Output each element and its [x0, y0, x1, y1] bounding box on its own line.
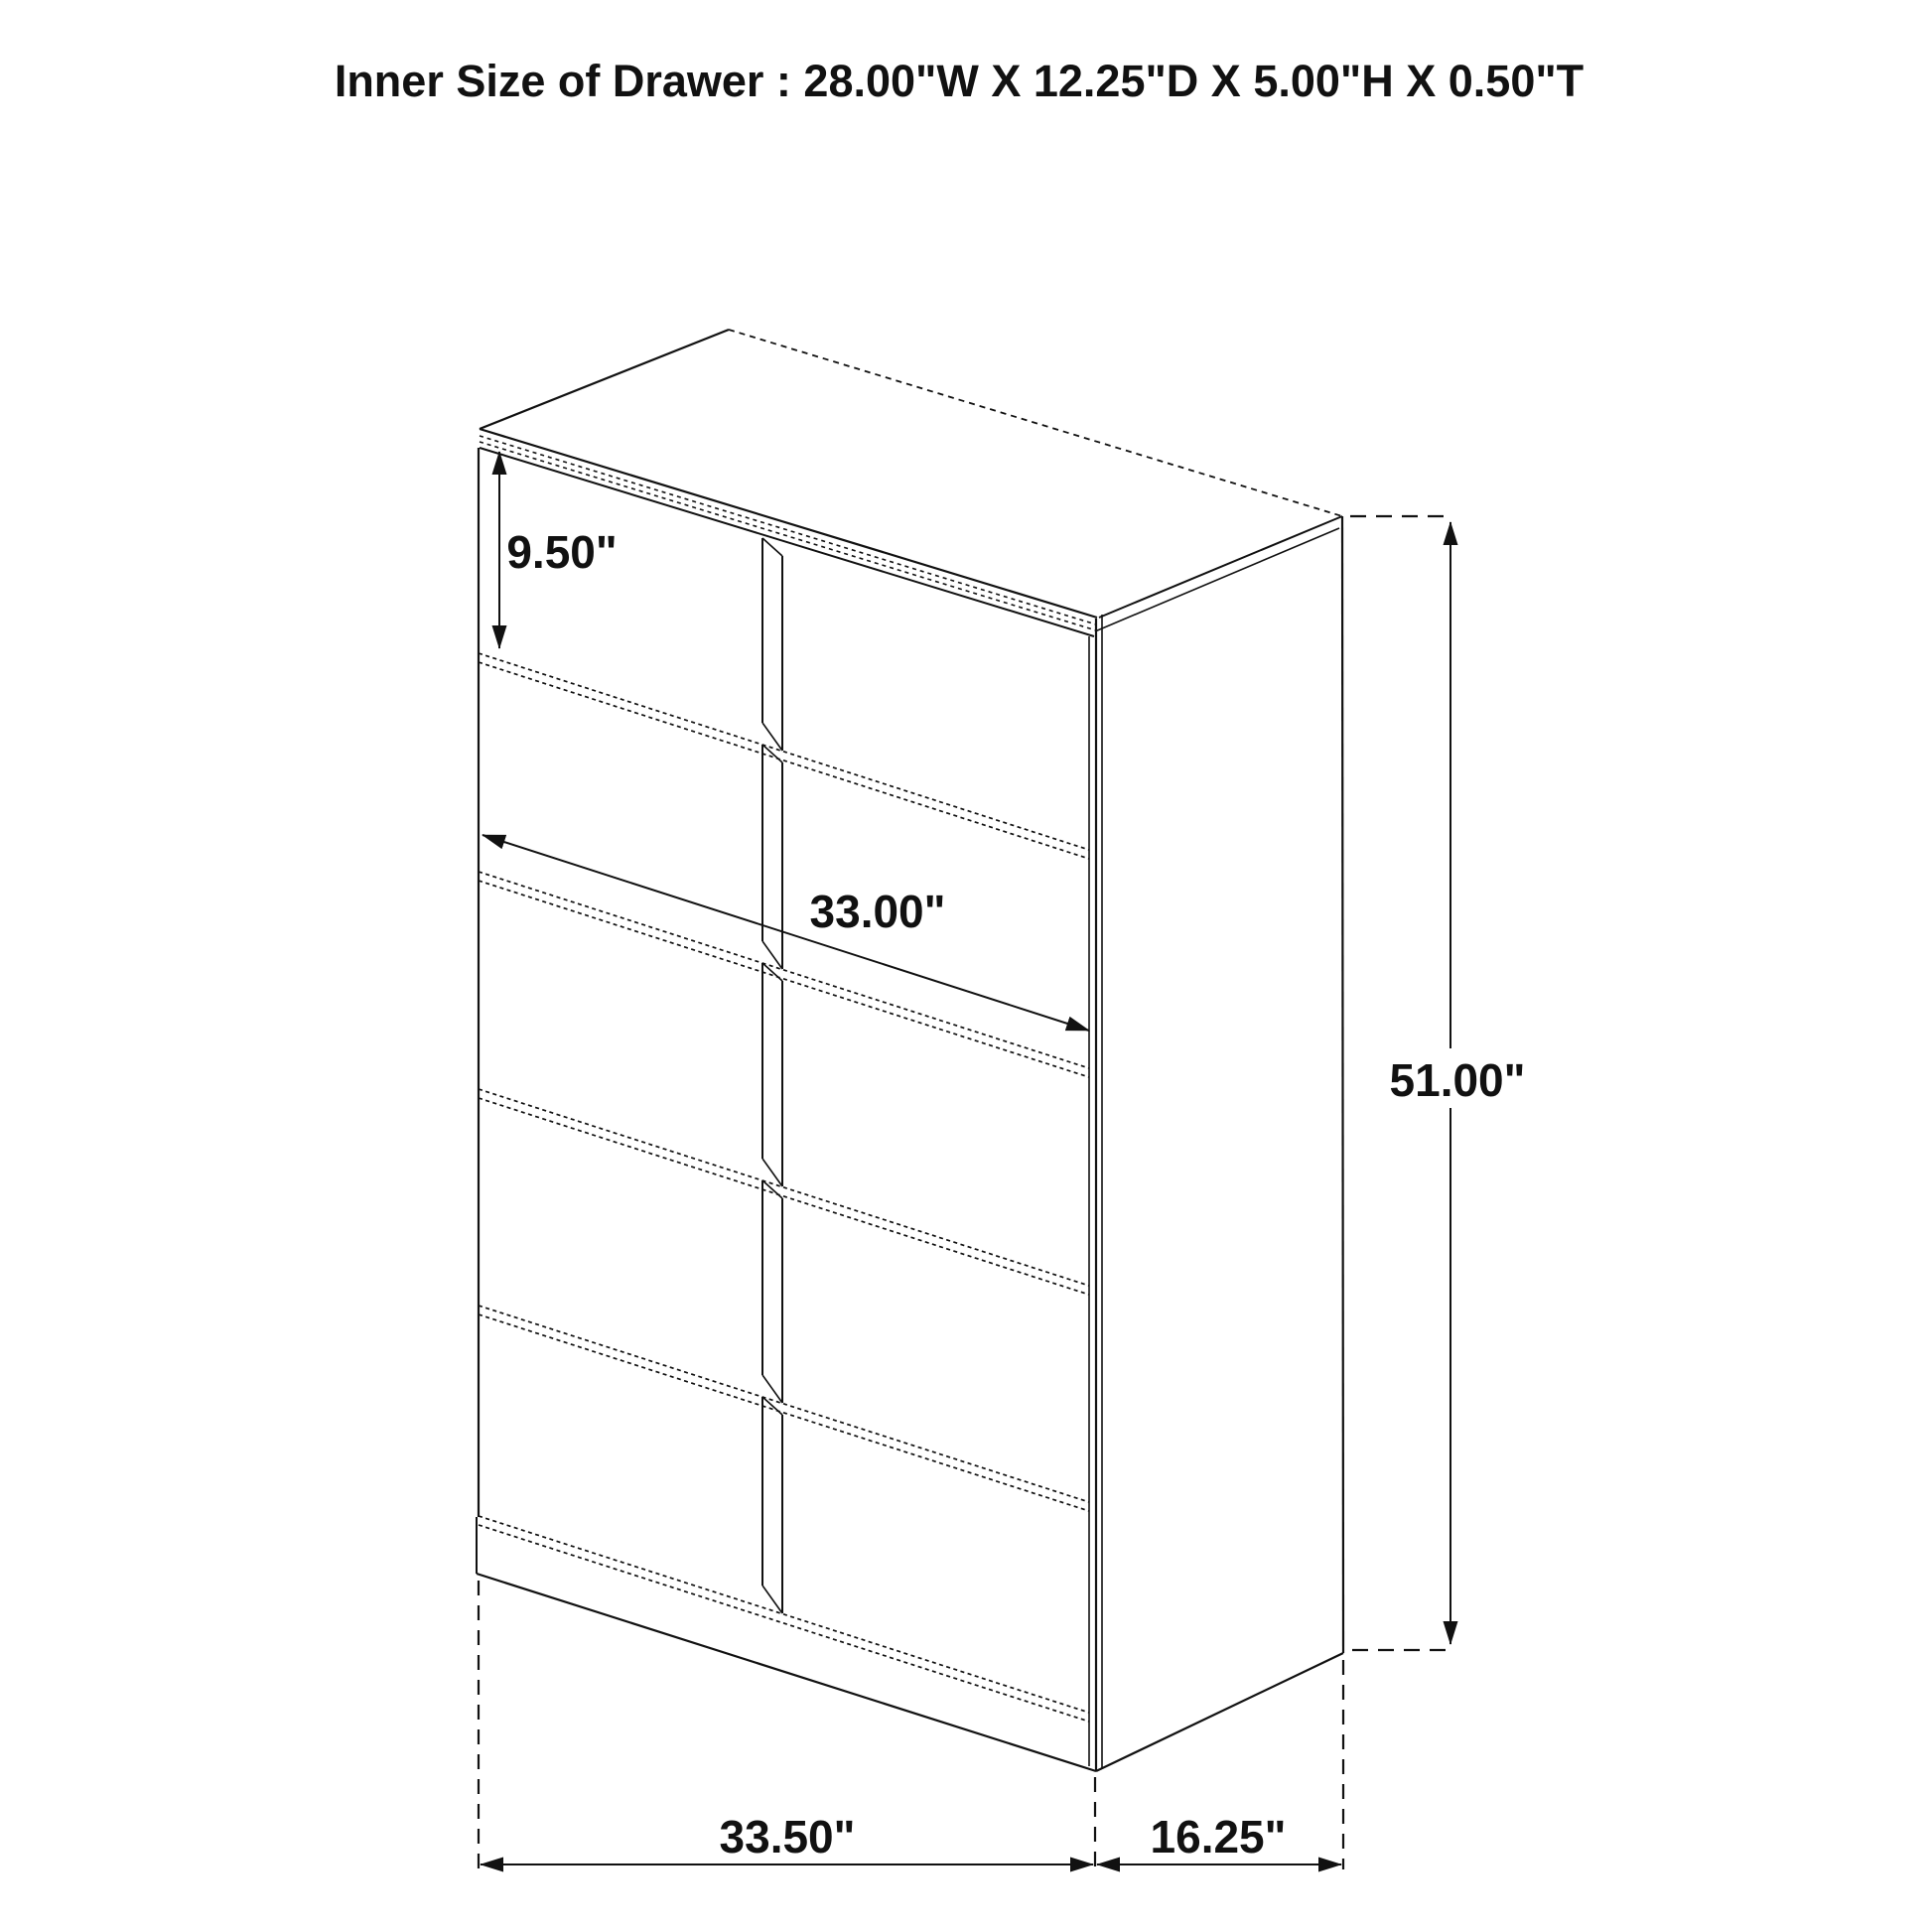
dim-overall-height — [1350, 516, 1531, 1650]
top-face — [480, 330, 1342, 636]
center-handles — [762, 538, 782, 1613]
drawing-title: Inner Size of Drawer : 28.00"W X 12.25"D X 5.00"H X 0.50"T — [334, 56, 1585, 106]
dimension-label-overall-width: 33.50" — [719, 1811, 856, 1863]
dim-overall-width — [481, 1811, 1093, 1864]
front-face — [477, 448, 1096, 1771]
dimension-label-drawer-width: 33.00" — [809, 886, 946, 937]
drawer-separations — [479, 653, 1089, 1722]
dim-drawer-width — [483, 835, 1089, 1031]
dim-overall-depth — [1097, 1811, 1341, 1864]
side-face — [1096, 516, 1343, 1771]
dimension-label-overall-depth: 16.25" — [1150, 1811, 1287, 1863]
dim-drawer-front-height — [499, 452, 618, 648]
dimension-label-overall-height: 51.00" — [1389, 1054, 1526, 1106]
dimension-label-drawer-front-height: 9.50" — [506, 526, 618, 578]
